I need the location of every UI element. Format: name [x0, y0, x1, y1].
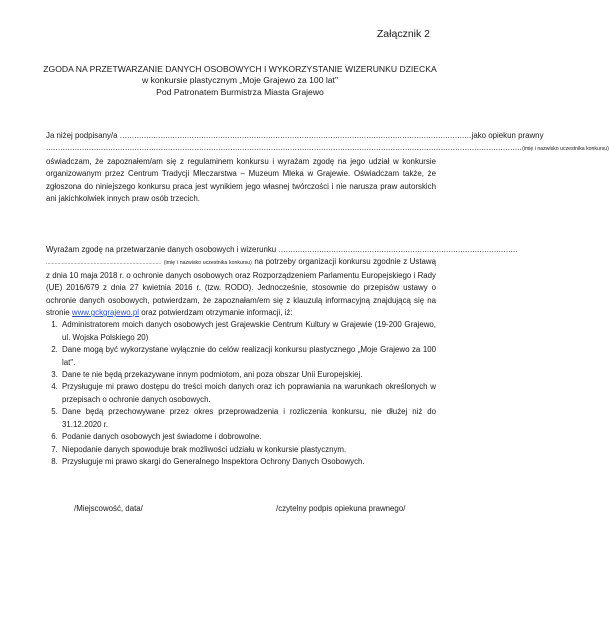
guardian-role-text: jako opiekun prawny: [471, 131, 544, 140]
list-item: 6. Podanie danych osobowych jest świadome i dobrowolne.: [60, 431, 436, 443]
list-item: 8. Przysługuje mi prawo skargi do Generalnego Inspektora Ochrony Danych Osobowych.: [60, 456, 436, 468]
document-title: [0, 64, 480, 98]
participant-name-line: [46, 142, 609, 155]
information-list: [46, 319, 436, 468]
consent-dots[interactable]: ................................................................................: [46, 260, 162, 267]
guardian-name-line: [46, 130, 544, 142]
list-item: 4. Przysługuje mi prawo dostępu do treści moich danych oraz ich poprawiania na warunkach określonych w przepisach o ochronie danych osobowych.: [60, 381, 436, 406]
consent-text-after-link: oraz potwierdzam otrzymanie informacji, iż:: [141, 308, 293, 318]
website-link[interactable]: www.gckgrajewo.pl: [71, 308, 139, 318]
intro-text: Ja niżej podpisany/a: [46, 131, 118, 140]
consent-intro: Wyrażam zgodę na przetwarzanie danych osobowych i wizerunku: [46, 245, 277, 254]
participant-name-caption: (imię i nazwisko uczestnika konkursu): [522, 146, 609, 153]
list-item: 7. Niepodanie danych spowoduje brak możliwości udziału w konkursie plastycznym.: [60, 444, 436, 456]
guardian-signature-label: /czytelny podpis opiekuna prawnego/: [276, 504, 406, 513]
attachment-label: Załącznik 2: [376, 28, 430, 40]
place-date-label: /Miejscowość, data/: [74, 504, 143, 513]
list-item: 3. Dane te nie będą przekazywane innym podmiotom, ani poza obszar Unii Europejskiej.: [60, 369, 436, 381]
list-item: 1. Administratorem moich danych osobowych jest Grajewskie Centrum Kultury w Grajewie (19-200 Grajewo, ul. Wojska Polskiego 20): [60, 319, 436, 344]
list-item: 5. Dane będą przechowywane przez okres przeprowadzenia i rozliczenia konkursu, nie dłużej niż do 31.12.2020 r.: [60, 406, 436, 431]
consent-text-before-link: na potrzeby organizacji konkursu zgodnie z Ustawą z dnia 10 maja 2018 r. o ochronie danych osobowych oraz Rozporządzeniem Parlamentu Europejskiego i Rady (UE) 2016/679 z dnia 27 kwietnia 2016 r. (tzw. RODO). Jednocześnie, stosownie do przepisów ustawy o ochronie danych osobowych, potwierdzam, że zapoznałam/em się z klauzulą informacyjną znajdującą się na stronie: [46, 257, 436, 318]
section-consent: [46, 244, 518, 468]
title-line-2: w konkursie plastycznym „Moje Grajewo za 100 lat": [141, 75, 338, 86]
list-item: 2. Dane mogą być wykorzystane wyłącznie do celów realizacji konkursu plastycznego „Moje Grajewo za 100 lat".: [60, 344, 436, 369]
declaration-text: oświadczam, że zapoznałem/am się z regulaminem konkursu i wyrażam zgodę na jego udział w konkursie organizowanym przez Centrum Tradycji Mleczarstwa – Muzeum Mleka w Grajewie. Oświadczam także, że zgłoszona do niniejszego konkursu praca jest wynikiem jego własnej twórczości i nie narusza praw autorskich ani jakichkolwiek innych praw osób trzecich.: [46, 156, 436, 204]
consent-caption: (imię i nazwisko uczestnika konkursu): [163, 260, 252, 267]
title-line-3: Pod Patronatem Burmistrza Miasta Grajewo: [156, 86, 324, 97]
title-line-1: ZGODA NA PRZETWARZANIE DANYCH OSOBOWYCH I WYKORZYSTANIE WIZERUNKU DZIECKA: [43, 64, 437, 74]
guardian-name-field[interactable]: ...................................................................................................................................................: [117, 131, 472, 140]
section-declaration: [46, 130, 609, 205]
participant-name-field[interactable]: .......................................................................................................................................................................................................: [46, 143, 523, 153]
consent-text: [46, 256, 436, 319]
consent-name-field[interactable]: ....................................................................................................: [276, 245, 518, 254]
consent-line: [46, 244, 518, 256]
